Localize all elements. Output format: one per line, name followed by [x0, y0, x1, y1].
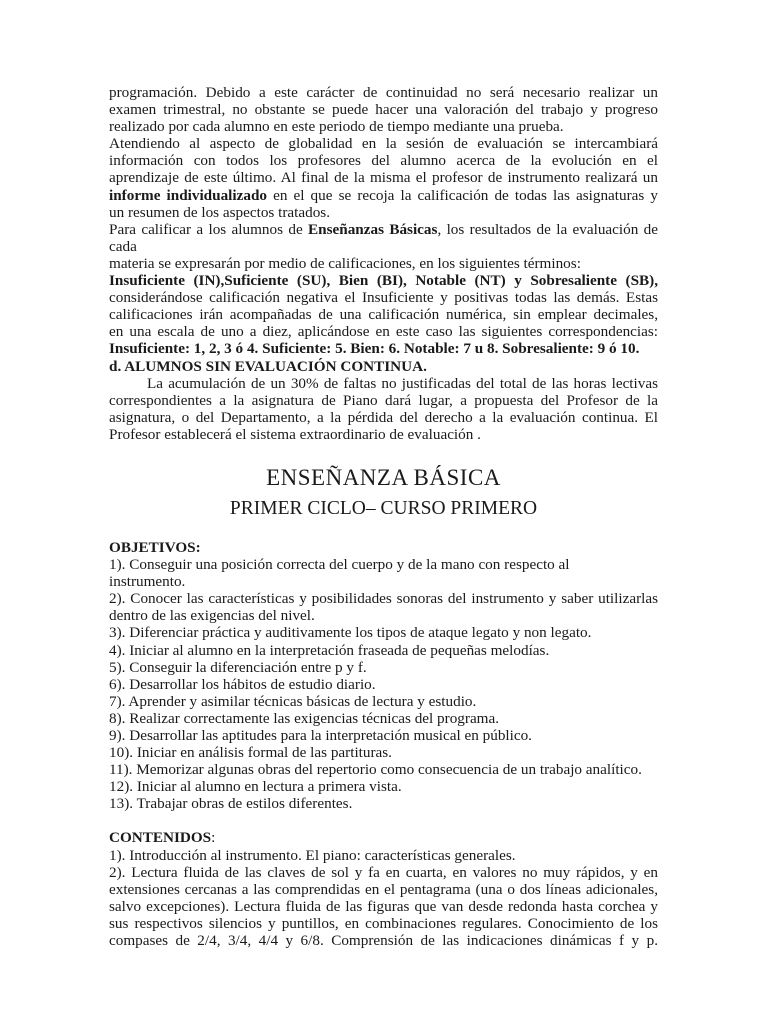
list-item: 13). Trabajar obras de estilos diferentes.	[109, 795, 353, 813]
paragraph-line: programación. Debido a este carácter de continuidad no será necesario realizar un	[109, 84, 658, 101]
document-page	[109, 84, 658, 949]
list-item: 10). Iniciar en análisis formal de las partituras.	[109, 744, 392, 762]
list-item: 2). Lectura fluida de las claves de sol y fa en cuarta, en valores no muy rápidos, y en	[109, 863, 658, 881]
paragraph-line: La acumulación de un 30% de faltas no justificadas del total de las horas lectivas	[147, 374, 658, 392]
list-item: dentro de las exigencias del nivel.	[109, 607, 315, 625]
paragraph-line: cada	[109, 237, 137, 255]
paragraph-line: Profesor establecerá el sistema extraordinario de evaluación .	[109, 425, 481, 443]
paragraph-line: calificaciones irán acompañadas de una calificación numérica, sin emplear decimales,	[109, 306, 658, 324]
paragraph-line: realizado por cada alumno en este periodo de tiempo mediante una prueba.	[109, 118, 564, 136]
correspondences-line	[109, 340, 658, 357]
list-item: 1). Conseguir una posición correcta del cuerpo y de la mano con respecto al	[109, 556, 570, 574]
list-item: compases de 2/4, 3/4, 4/4 y 6/8. Comprensión de las indicaciones dinámicas f y p.	[109, 932, 658, 950]
list-item: 5). Conseguir la diferenciación entre p y f.	[109, 658, 367, 676]
bold-term: d. ALUMNOS SIN EVALUACIÓN CONTINUA.	[109, 357, 427, 375]
paragraph-line: un resumen de los aspectos tratados.	[109, 203, 331, 221]
paragraph-line: información con todos los profesores del alumno acerca de la evolución en el	[109, 152, 658, 170]
list-item: 11). Memorizar algunas obras del repertorio como consecuencia de un trabajo analítico.	[109, 761, 642, 779]
paragraph-line: en una escala de uno a diez, aplicándose en este caso las siguientes correspondencias:	[109, 323, 658, 341]
bold-term: CONTENIDOS	[109, 829, 212, 847]
paragraph-line: examen trimestral, no obstante se puede hacer una valoración del trabajo y progreso	[109, 101, 658, 119]
list-item: salvo excepciones). Lectura fluida de las figuras que van desde redonda hasta corchea y	[109, 897, 658, 915]
paragraph-line: correspondientes a la asignatura de Piano dará lugar, a propuesta del Profesor de la	[109, 391, 658, 409]
list-item: sus respectivos silencios y puntillos, en combinaciones regulares. Conocimiento de los	[109, 914, 658, 932]
bold-term: informe individualizado	[109, 186, 267, 204]
text-run: Para calificar a los alumnos de	[109, 220, 309, 238]
paragraph-line: asignatura, o del Departamento, a la pérdida del derecho a la evaluación continua. El	[109, 408, 658, 426]
list-item: 1). Introducción al instrumento. El piano: características generales.	[109, 846, 516, 864]
bold-term: Insuficiente: 1, 2, 3 ó 4. Suficiente: 5. Bien: 6. Notable: 7 u 8. Sobresaliente: 9 ó 10.	[109, 340, 640, 358]
list-item: 6). Desarrollar los hábitos de estudio diario.	[109, 675, 376, 693]
contenidos-heading	[109, 829, 658, 846]
list-item: 9). Desarrollar las aptitudes para la interpretación musical en público.	[109, 727, 532, 744]
section-heading	[109, 358, 658, 375]
grades-line	[109, 272, 658, 289]
list-item: 7). Aprender y asimilar técnicas básicas de lectura y estudio.	[109, 692, 477, 710]
objetivos-heading: OBJETIVOS:	[109, 538, 201, 556]
paragraph-line: aprendizaje de este último. Al final de la misma el profesor de instrumento realizará un	[109, 169, 658, 187]
page-subtitle: PRIMER CICLO– CURSO PRIMERO	[229, 497, 538, 519]
paragraph-line: materia se expresarán por medio de calificaciones, en los siguientes términos:	[109, 254, 581, 272]
list-item: 12). Iniciar al alumno en lectura a primera vista.	[109, 778, 402, 796]
paragraph-line	[109, 187, 658, 204]
text-run: , los resultados de la evaluación de	[437, 220, 658, 238]
list-item: 2). Conocer las características y posibilidades sonoras del instrumento y saber utilizarlas	[109, 590, 658, 608]
paragraph-line: considerándose calificación negativa el Insuficiente y positivas todas las demás. Estas	[109, 289, 658, 307]
paragraph-line: Atendiendo al aspecto de globalidad en la sesión de evaluación se intercambiará	[109, 135, 658, 153]
text-run: en el que se recoja la calificación de todas las asignaturas y	[267, 186, 659, 204]
list-item: 4). Iniciar al alumno en la interpretación fraseada de pequeñas melodías.	[109, 641, 550, 659]
text-run: :	[211, 829, 216, 847]
paragraph-line	[109, 221, 658, 238]
list-item: instrumento.	[109, 573, 186, 591]
bold-term: Insuficiente (IN),Suficiente (SU), Bien (BI), Notable (NT) y Sobresaliente (SB),	[109, 272, 658, 290]
list-item: 8). Realizar correctamente las exigencias técnicas del programa.	[109, 709, 500, 727]
bold-term: Enseñanzas Básicas	[308, 220, 438, 238]
list-item: extensiones cercanas a las comprendidas en el pentagrama (una o dos líneas adicionales,	[109, 880, 658, 898]
list-item: 3). Diferenciar práctica y auditivamente los tipos de ataque legato y non legato.	[109, 624, 592, 642]
page-title: ENSEÑANZA BÁSICA	[266, 464, 501, 490]
objetivos-list	[109, 556, 658, 812]
